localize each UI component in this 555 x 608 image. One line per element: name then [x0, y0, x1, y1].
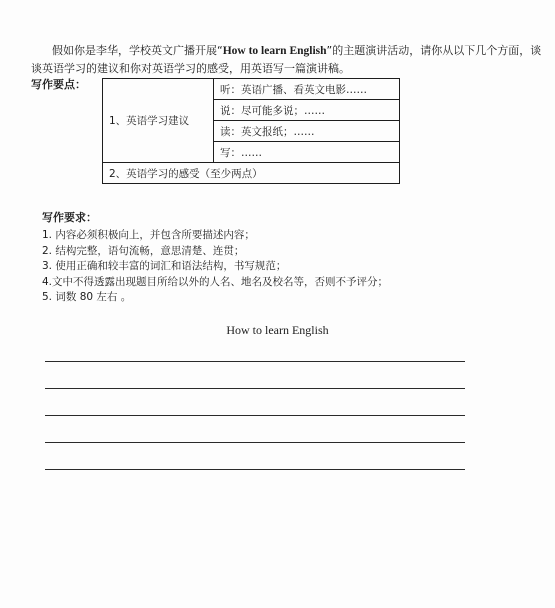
list-item: 5. 词数 80 左右 。 — [42, 291, 132, 303]
writing-line[interactable] — [45, 388, 465, 389]
list-item: 2. 结构完整，语句流畅，意思清楚、连贯； — [42, 244, 245, 257]
table-row — [103, 163, 400, 184]
suggestion-read: 读：英文报纸；…… — [214, 121, 400, 142]
intro-text-part1: 假如你是李华，学校英文广播开展“ — [52, 44, 223, 57]
item1-label: 1、英语学习建议 — [103, 79, 214, 163]
table-row — [103, 79, 400, 100]
essay-title: How to learn English — [226, 323, 329, 337]
points-label: 写作要点： — [31, 78, 86, 91]
suggestion-speak: 说：尽可能多说；…… — [214, 100, 400, 121]
requirements-list — [42, 228, 542, 306]
suggestion-write: 写：…… — [214, 142, 400, 163]
writing-line[interactable] — [45, 415, 465, 416]
intro-topic: How to learn English — [222, 45, 327, 57]
points-table — [102, 78, 400, 184]
suggestion-listen: 听：英语广播、看英文电影…… — [214, 79, 400, 100]
list-item: 1. 内容必须积极向上，并包含所要描述内容； — [42, 229, 255, 241]
writing-line[interactable] — [45, 469, 465, 470]
requirements-label: 写作要求： — [42, 211, 97, 224]
writing-line[interactable] — [45, 361, 465, 362]
intro-paragraph — [31, 42, 546, 78]
writing-line[interactable] — [45, 442, 465, 443]
item2-feelings: 2、英语学习的感受（至少两点） — [103, 163, 400, 184]
list-item: 3. 使用正确和较丰富的词汇和语法结构，书写规范； — [42, 260, 287, 272]
intro-text-part2: ”的主题演讲活动，请你从以下几个方面，谈谈英语学习的建议和你对英语学习的感受，用英语写一篇演讲稿。 — [31, 44, 542, 75]
list-item: 4.文中不得透露出现题目所给以外的人名、地名及校名等，否则不予评分； — [42, 275, 389, 288]
